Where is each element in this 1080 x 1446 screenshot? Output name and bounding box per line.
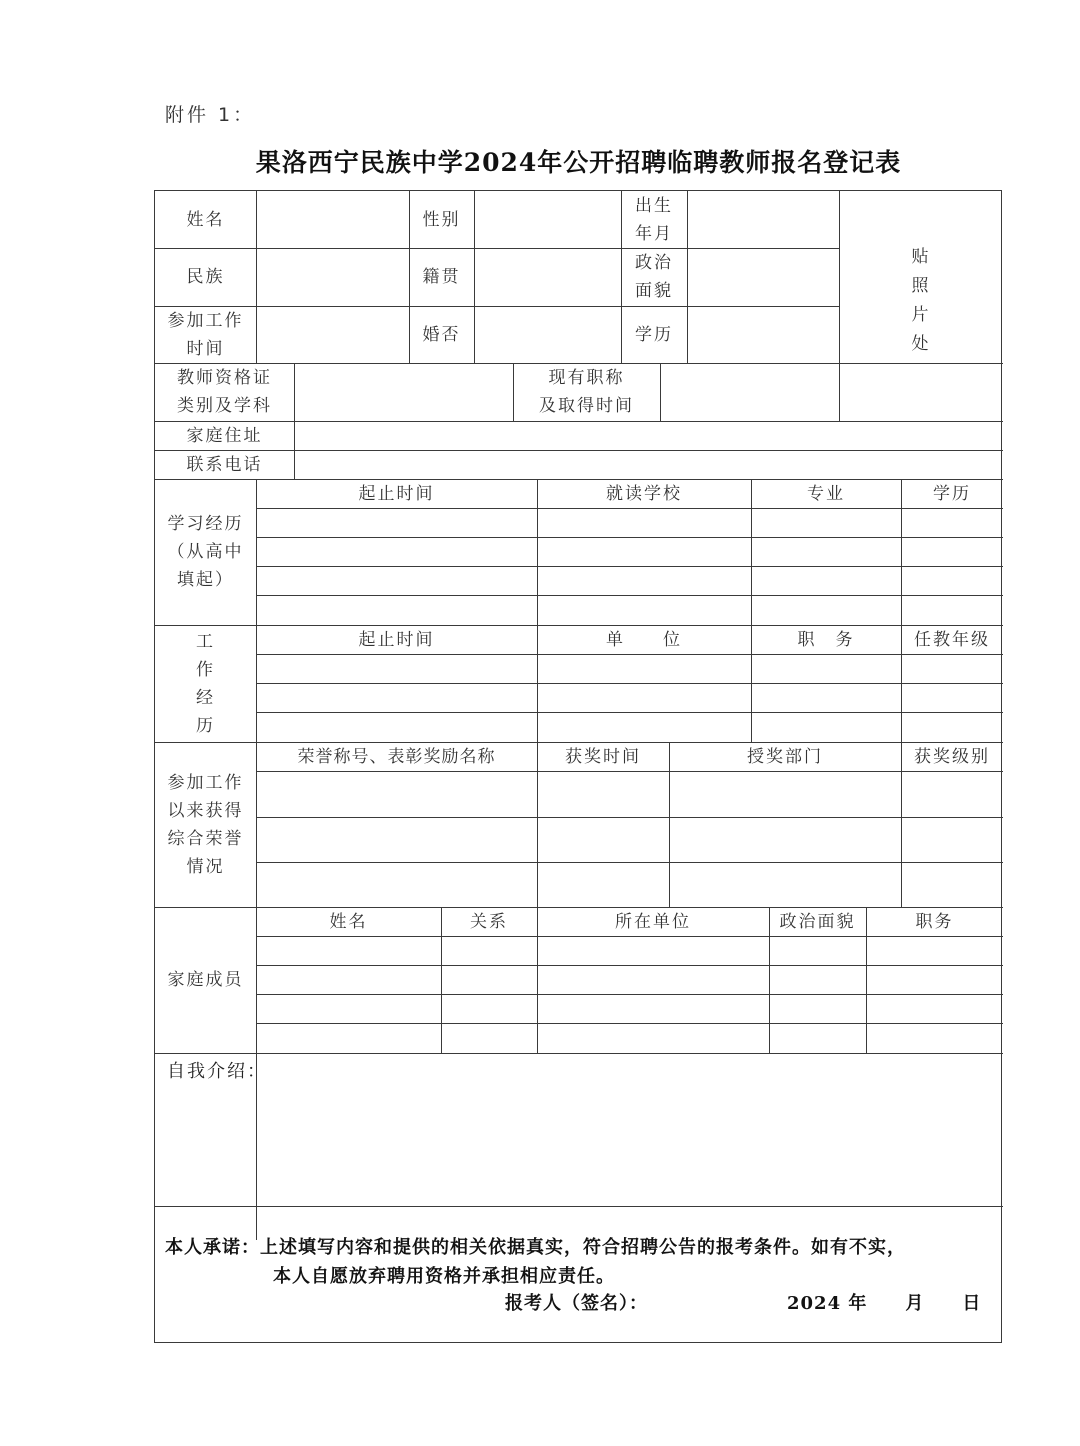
family-name-header: 姓名 — [329, 911, 368, 932]
photo-placeholder: 贴 照 片 处 — [911, 247, 931, 354]
family-employer-header: 所在单位 — [615, 911, 691, 932]
family-political-header: 政治面貌 — [779, 911, 856, 932]
birth-date-label: 出生 年月 — [635, 195, 673, 244]
work-start-label: 参加工作 时间 — [167, 310, 244, 359]
registration-form-table — [154, 190, 1002, 1343]
work-period-header: 起止时间 — [358, 629, 435, 650]
family-members-label: 家庭成员 — [167, 970, 244, 990]
honor-name-header: 荣誉称号、表彰奖励名称 — [297, 746, 496, 767]
study-period-header: 起止时间 — [358, 483, 435, 504]
honor-department-header: 授奖部门 — [747, 746, 823, 767]
study-major-header: 专业 — [807, 483, 845, 504]
family-position-header: 职务 — [915, 911, 954, 932]
honor-date-header: 获奖时间 — [565, 746, 641, 767]
current-title-label: 现有职称 及取得时间 — [539, 368, 634, 416]
pledge-line-1: 本人承诺：上述填写内容和提供的相关依据真实，符合招聘公告的报考条件。如有不实， — [165, 1237, 906, 1258]
honor-level-header: 获奖级别 — [914, 746, 990, 767]
study-degree-header: 学历 — [933, 483, 971, 504]
signature-label: 报考人（签名）： — [505, 1293, 648, 1314]
attachment-label: 附件 1： — [165, 104, 256, 126]
study-school-header: 就读学校 — [606, 483, 682, 504]
family-relation-header: 关系 — [470, 911, 508, 932]
sign-date: 2024 年 月 日 — [787, 1293, 982, 1314]
native-place-label: 籍贯 — [422, 267, 461, 287]
work-history-label: 工 作 经 历 — [196, 631, 215, 736]
teacher-cert-label: 教师资格证 类别及学科 — [177, 368, 272, 416]
work-position-header: 职 务 — [797, 629, 855, 650]
political-status-label: 政治 面貌 — [635, 253, 673, 301]
marital-status-label: 婚否 — [422, 324, 461, 345]
education-label: 学历 — [635, 324, 673, 345]
work-grade-header: 任教年级 — [914, 629, 990, 650]
honors-label: 参加工作 以来获得 综合荣誉 情况 — [167, 772, 244, 877]
name-label: 姓名 — [186, 209, 225, 230]
gender-label: 性别 — [422, 209, 461, 230]
phone-label: 联系电话 — [186, 454, 263, 475]
study-history-label: 学习经历 （从高中 填起） — [167, 514, 244, 590]
self-intro-label: 自我介绍： — [167, 1061, 267, 1082]
work-unit-header: 单 位 — [606, 629, 682, 650]
pledge-line-2: 本人自愿放弃聘用资格并承担相应责任。 — [273, 1266, 615, 1287]
ethnicity-label: 民族 — [186, 267, 225, 287]
form-title: 果洛西宁民族中学2024年公开招聘临聘教师报名登记表 — [255, 148, 902, 177]
address-label: 家庭住址 — [186, 425, 263, 446]
